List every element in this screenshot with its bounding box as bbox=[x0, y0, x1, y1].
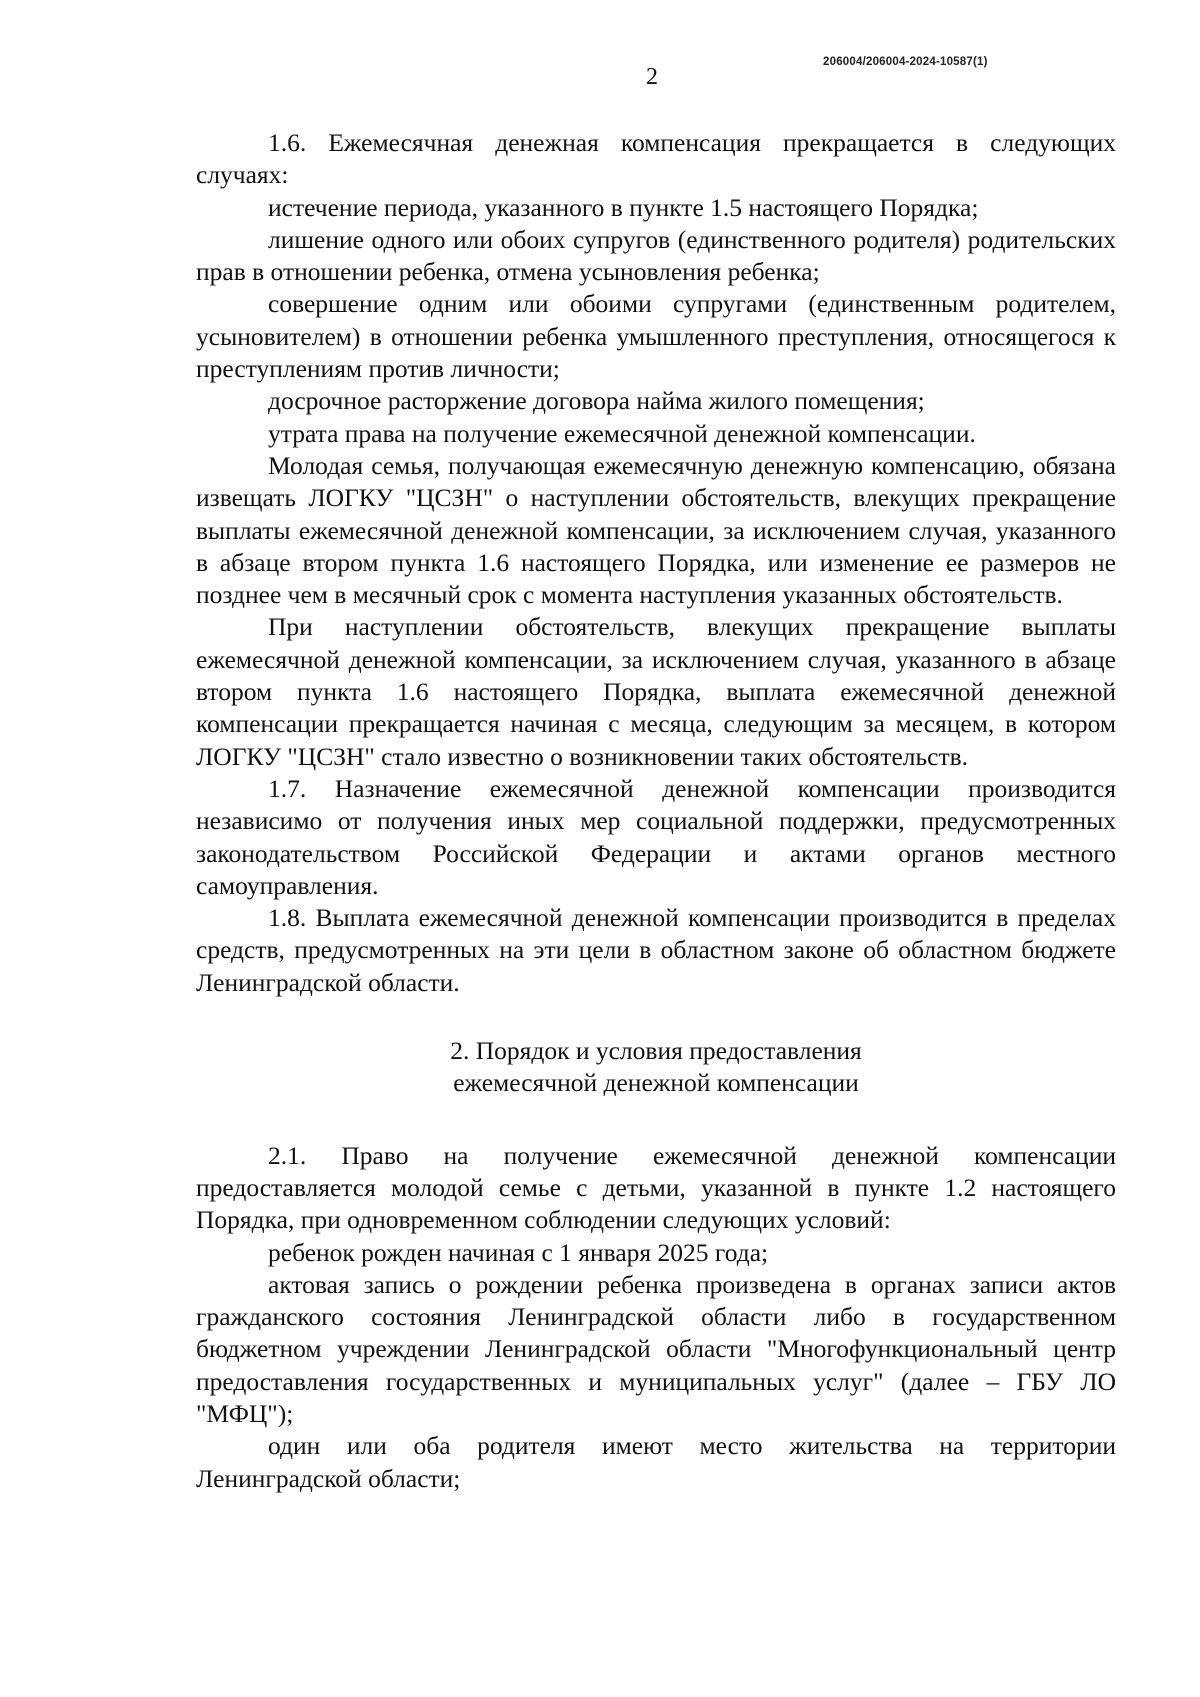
document-id: 206004/206004-2024-10587(1) bbox=[823, 56, 988, 68]
section-title-line: ежемесячной денежной компенсации bbox=[453, 1068, 859, 1098]
paragraph: Молодая семья, получающая ежемесячную денежную компенсацию, обязана извещать ЛОГКУ "ЦСЗН" о наступлении обстоятельств, влекущих прекращение выплаты ежемесячной денежной компенсации, за исключением случая, указанного в абзаце втором пункта 1.6 настоящего Порядка, или изменение ее размеров не позднее чем в месячный срок с момента наступления указанных обстоятельств. bbox=[196, 450, 1116, 610]
paragraph: досрочное расторжение договора найма жилого помещения; bbox=[268, 386, 925, 416]
section-title bbox=[196, 1035, 1116, 1100]
paragraph: совершение одним или обоими супругами (единственным родителем, усыновителем) в отношении ребенка умышленного преступления, относящегося к преступлениям против личности; bbox=[196, 289, 1116, 384]
paragraph: 2.1. Право на получение ежемесячной денежной компенсации предоставляется молодой семье с детьми, указанной в пункте 1.2 настоящего Порядка, при одновременном соблюдении следующих условий: bbox=[196, 1140, 1116, 1235]
paragraph: 1.7. Назначение ежемесячной денежной компенсации производится независимо от получения иных мер социальной поддержки, предусмотренных законодательством Российской Федерации и актами органов местного самоуправления. bbox=[196, 773, 1116, 900]
page-number: 2 bbox=[646, 64, 658, 90]
paragraph: утрата права на получение ежемесячной денежной компенсации. bbox=[268, 418, 976, 448]
paragraph: ребенок рожден начиная с 1 января 2025 года; bbox=[268, 1237, 769, 1267]
paragraph: истечение периода, указанного в пункте 1.5 настоящего Порядка; bbox=[268, 192, 979, 222]
paragraph: лишение одного или обоих супругов (единственного родителя) родительских прав в отношении ребенка, отмена усыновления ребенка; bbox=[196, 224, 1116, 287]
document-body bbox=[196, 127, 1116, 1495]
paragraph: актовая запись о рождении ребенка произведена в органах записи актов гражданского состояния Ленинградской области либо в государственном бюджетном учреждении Ленинградской области "Многофункциональный центр предоставления государственных и муниципальных услуг" (далее – ГБУ ЛО "МФЦ"); bbox=[196, 1269, 1116, 1428]
paragraph: 1.8. Выплата ежемесячной денежной компенсации производится в пределах средств, предусмотренных на эти цели в областном законе об областном бюджете Ленинградской области. bbox=[196, 903, 1116, 997]
section-title-line: 2. Порядок и условия предоставления bbox=[450, 1036, 862, 1066]
paragraph: один или оба родителя имеют место жительства на территории Ленинградской области; bbox=[196, 1431, 1116, 1493]
paragraph: 1.6. Ежемесячная денежная компенсация прекращается в следующих случаях: bbox=[196, 128, 1116, 190]
paragraph: При наступлении обстоятельств, влекущих прекращение выплаты ежемесячной денежной компенсации, за исключением случая, указанного в абзаце втором пункта 1.6 настоящего Порядка, выплата ежемесячной денежной компенсации прекращается начиная с месяца, следующим за месяцем, в котором ЛОГКУ "ЦСЗН" стало известно о возникновении таких обстоятельств. bbox=[196, 612, 1116, 771]
